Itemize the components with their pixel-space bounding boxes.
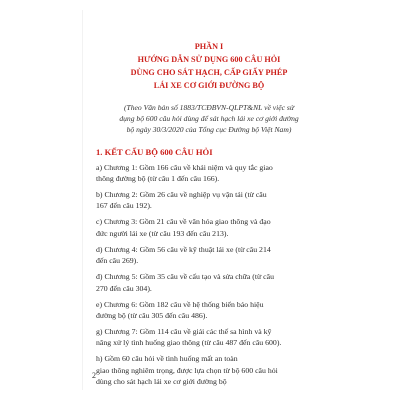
chapter-item-line: đường bộ (từ câu 305 đến câu 486). [96, 311, 208, 321]
main-title-line: LÁI XE CƠ GIỚI ĐƯỜNG BỘ [153, 81, 265, 90]
subtitle-note [96, 102, 322, 136]
chapter-item [96, 271, 322, 294]
chapter-item-line: thông đường bộ (từ câu 1 đến câu 166). [96, 174, 220, 184]
chapter-item [96, 189, 322, 212]
chapter-item-line: c) Chương 3: Gồm 21 câu về văn hóa giao thông và đạo [96, 217, 271, 227]
chapter-item-line: đ) Chương 5: Gồm 35 câu về cấu tạo và sửa chữa (từ câu [96, 272, 274, 282]
chapter-item-line: dùng cho sát hạch lái xe cơ giới đường bộ [96, 377, 227, 387]
chapter-item [96, 216, 322, 239]
chapter-item-line: đức người lái xe (từ câu 193 đến câu 213). [96, 228, 229, 238]
section-heading: 1. KẾT CẤU BỘ 600 CÂU HỎI [96, 146, 213, 157]
subtitle-line: bộ ngày 30/3/2020 của Tổng cục Đường bộ Việt Nam) [126, 125, 292, 135]
chapter-item [96, 353, 322, 387]
part-title: PHẦN I [194, 42, 224, 51]
page-number: 2 [92, 371, 96, 380]
main-title [96, 53, 322, 92]
chapter-item [96, 326, 322, 349]
subtitle-line: (Theo Văn bản số 1883/TCĐBVN-QLPT&NL về việc sử [123, 103, 294, 112]
main-title-line: HƯỚNG DẪN SỬ DỤNG 600 CÂU HỎI [137, 55, 281, 64]
chapter-item-line: h) Gồm 60 câu hỏi về tình huống mất an toàn [96, 354, 238, 364]
chapter-item [96, 162, 322, 185]
chapter-item-line: a) Chương 1: Gồm 166 câu về khái niệm và quy tắc giao [96, 162, 273, 172]
chapter-item-line: 167 đến câu 192). [96, 201, 152, 211]
chapter-item-line: 270 đến câu 304). [96, 283, 152, 293]
page-edge-shadow [82, 10, 83, 390]
chapter-item-line: giao thông nghiêm trọng, được lựa chọn từ bộ 600 câu hỏi [96, 365, 278, 375]
chapter-item-line: g) Chương 7: Gồm 114 câu về giải các thế sa hình và kỹ [96, 327, 272, 337]
subtitle-line: dụng bộ 600 câu hỏi dùng để sát hạch lái xe cơ giới đường [119, 114, 299, 124]
page-content [96, 40, 322, 392]
chapter-item-line: năng xử lý tình huống giao thông (từ câu 487 đến câu 600). [96, 338, 282, 348]
main-title-line: DÙNG CHO SÁT HẠCH, CẤP GIẤY PHÉP [130, 68, 288, 77]
chapter-item-line: đến câu 269). [96, 256, 139, 266]
chapter-item [96, 244, 322, 267]
chapter-item-line: d) Chương 4: Gồm 56 câu về kỹ thuật lái xe (từ câu 214 [96, 244, 271, 254]
chapter-item-line: e) Chương 6: Gồm 182 câu về hệ thống biển báo hiệu [96, 299, 264, 309]
chapter-item-line: b) Chương 2: Gồm 26 câu về nghiệp vụ vận tải (từ câu [96, 190, 267, 200]
chapter-item [96, 299, 322, 322]
